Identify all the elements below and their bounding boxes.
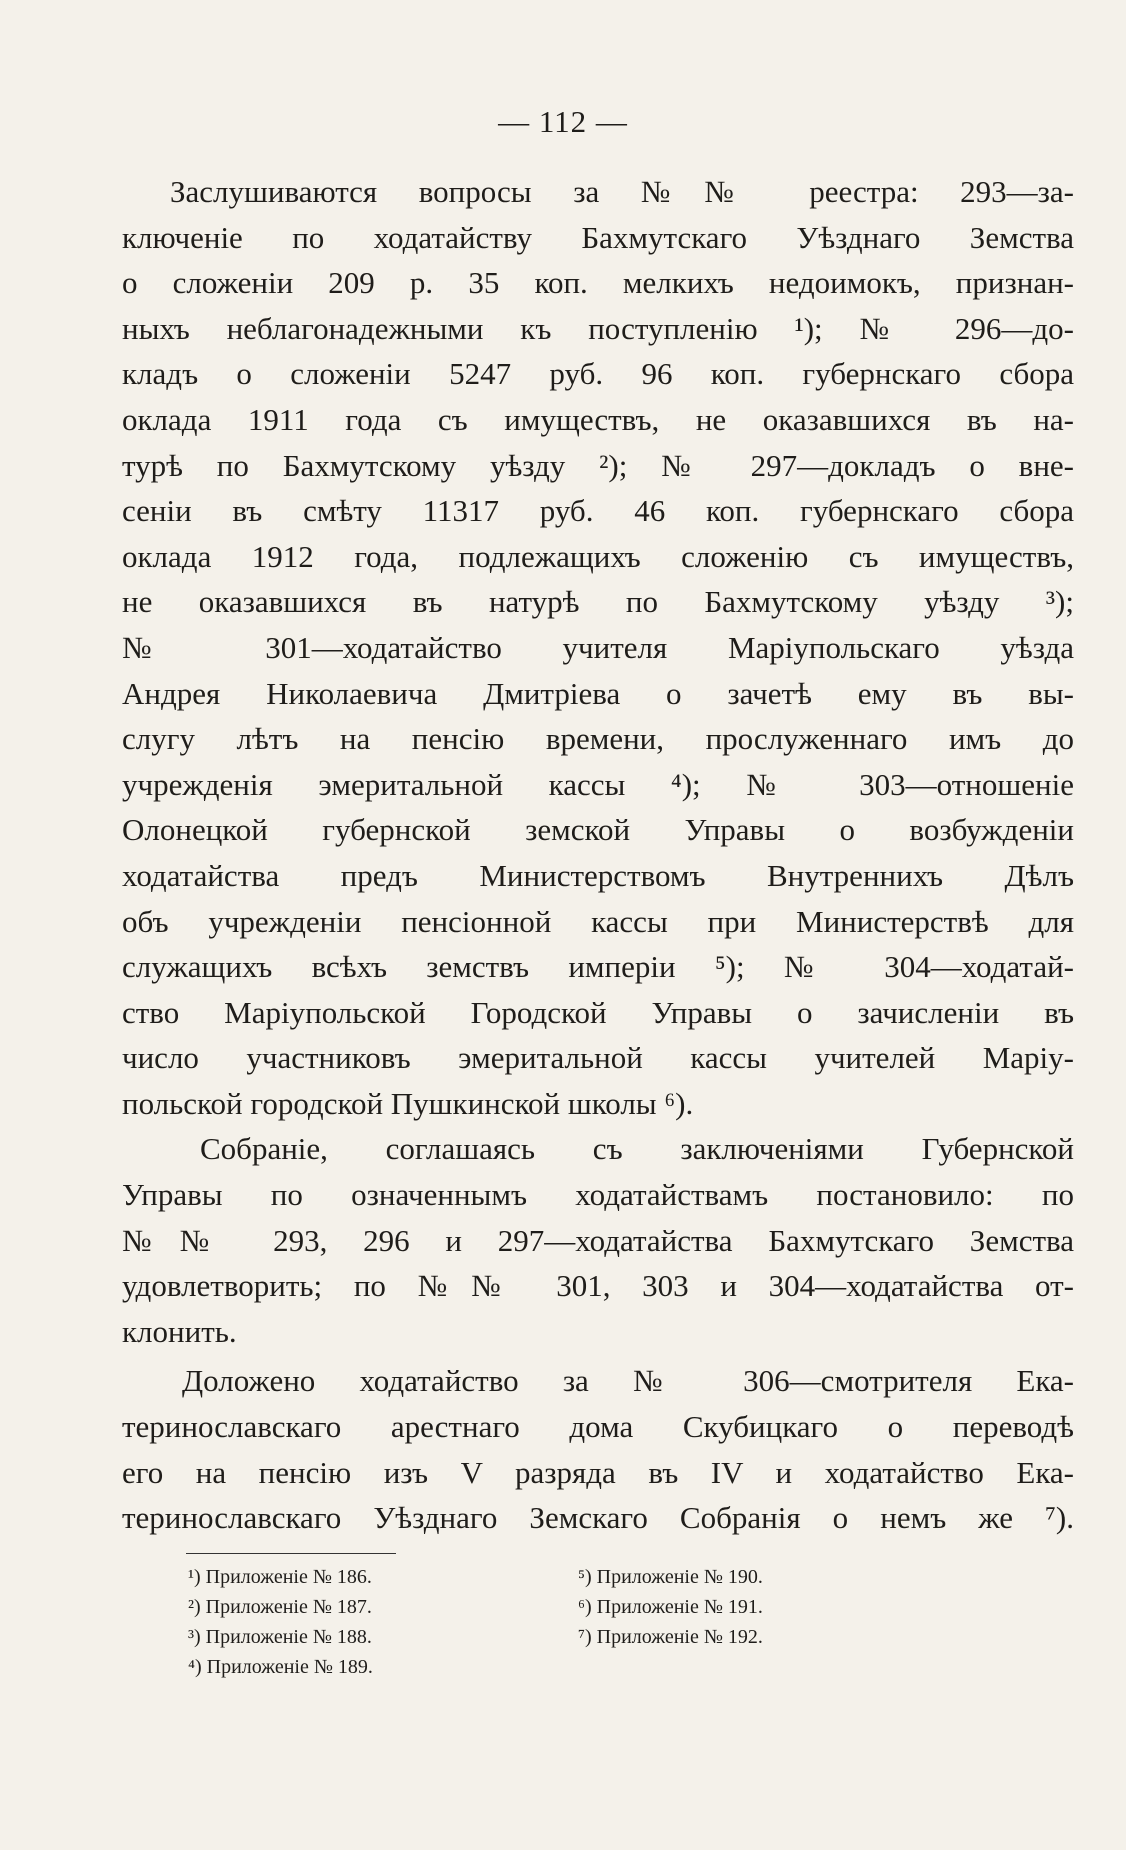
text-line: польской городской Пушкинской школы ⁶). xyxy=(122,1085,694,1121)
text-line: объ учрежденіи пенсіонной кассы при Министерствѣ для xyxy=(122,903,1074,939)
text-line: оклада 1911 года съ имуществъ, не оказавшихся въ на- xyxy=(122,401,1074,437)
page-number: — 112 — xyxy=(498,104,628,139)
text-line: Андрея Николаевича Дмитріева о зачетѣ ему въ вы- xyxy=(122,675,1074,711)
text-line: Управы по означеннымъ ходатайствамъ постановило: по xyxy=(122,1177,1074,1213)
text-line: число участниковъ эмеритальной кассы учителей Маріу- xyxy=(122,1040,1074,1076)
text-line: его на пенсію изъ V разряда въ IV и ходатайство Ека- xyxy=(122,1454,1074,1490)
text-line: слугу лѣтъ на пенсію времени, прослуженнаго имъ до xyxy=(122,721,1074,757)
text-line: ство Маріупольской Городской Управы о зачисленіи въ xyxy=(122,994,1074,1030)
text-line: ключеніе по ходатайству Бахмутскаго Уѣзднаго Земства xyxy=(122,219,1074,255)
footnote: ⁴) Приложеніе № 189. xyxy=(188,1656,373,1678)
text-line: оклада 1912 года, подлежащихъ сложенію съ имуществъ, xyxy=(122,538,1074,574)
text-line: служащихъ всѣхъ земствъ имперіи ⁵); № 304—ходатай- xyxy=(122,949,1074,985)
text-line: сеніи въ смѣту 11317 руб. 46 коп. губернскаго сбора xyxy=(122,493,1074,529)
text-line: не оказавшихся въ натурѣ по Бахмутскому уѣзду ³); xyxy=(122,584,1074,620)
text-line: Олонецкой губернской земской Управы о возбужденіи xyxy=(122,812,1074,848)
text-line: о сложеніи 209 р. 35 коп. мелкихъ недоимокъ, признан- xyxy=(122,265,1074,301)
text-line: теринославскаго Уѣзднаго Земскаго Собранія о немъ же ⁷). xyxy=(122,1500,1074,1536)
text-line: Заслушиваются вопросы за №№ реестра: 293—за- xyxy=(170,174,1074,209)
text-line: Собраніе, соглашаясь съ заключеніями Губернской xyxy=(200,1131,1074,1167)
footnote: ³) Приложеніе № 188. xyxy=(188,1626,372,1648)
text-line: ныхъ неблагонадежными къ поступленію ¹); № 296—до- xyxy=(122,310,1074,346)
text-line: учрежденія эмеритальной кассы ⁴); № 303—отношеніе xyxy=(122,766,1074,802)
body-text xyxy=(122,169,1074,1541)
footnotes-left xyxy=(188,1562,373,1682)
footnote-rule xyxy=(186,1553,396,1554)
text-line: теринославскаго арестнаго дома Скубицкаго о переводѣ xyxy=(122,1409,1074,1445)
text-line: № 301—ходатайство учителя Маріупольскаго уѣзда xyxy=(122,629,1074,665)
text-line: турѣ по Бахмутскому уѣзду ²); № 297—докладъ о вне- xyxy=(122,447,1074,483)
text-line: ходатайства предъ Министерствомъ Внутреннихъ Дѣлъ xyxy=(122,857,1074,893)
footnote: ⁶) Приложеніе № 191. xyxy=(578,1596,763,1618)
text-line: №№ 293, 296 и 297—ходатайства Бахмутскаго Земства xyxy=(122,1222,1074,1258)
footnote: ⁵) Приложеніе № 190. xyxy=(578,1566,763,1588)
text-line: Доложено ходатайство за № 306—смотрителя Ека- xyxy=(182,1363,1074,1399)
footnote: ⁷) Приложеніе № 192. xyxy=(578,1626,763,1648)
text-line: удовлетворить; по №№ 301, 303 и 304—ходатайства от- xyxy=(122,1268,1074,1304)
text-line: кладъ о сложеніи 5247 руб. 96 коп. губернскаго сбора xyxy=(122,356,1074,392)
footnotes-right xyxy=(578,1562,763,1652)
text-line: клонить. xyxy=(122,1313,237,1349)
footnote: ²) Приложеніе № 187. xyxy=(188,1596,372,1618)
footnote: ¹) Приложеніе № 186. xyxy=(188,1566,372,1588)
